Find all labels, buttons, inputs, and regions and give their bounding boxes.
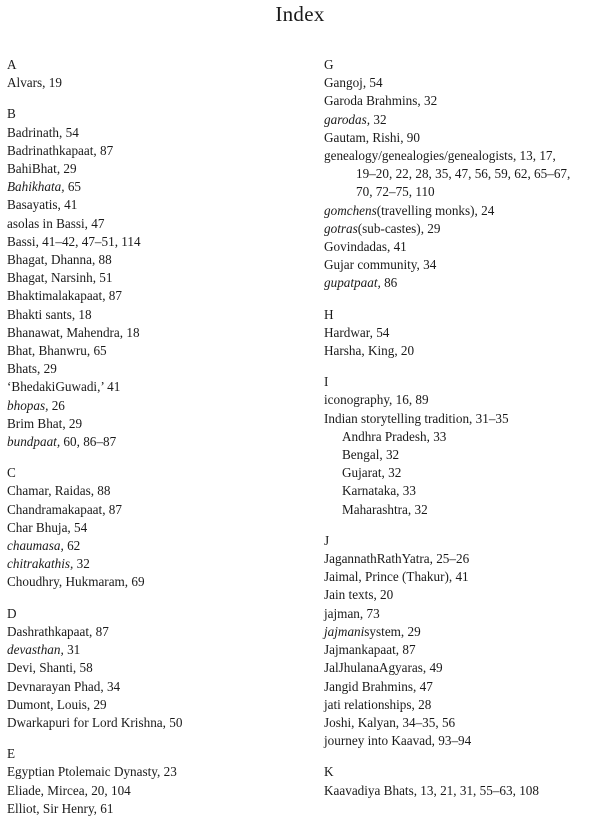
index-entry: Badrinath, 54 (7, 124, 79, 140)
index-entry: asolas in Bassi, 47 (7, 215, 105, 231)
section-spacer (324, 750, 596, 763)
index-pages: 32 (370, 111, 387, 127)
index-term-italic: gotras (324, 220, 358, 236)
index-entry: Chamar, Raidas, 88 (7, 483, 111, 499)
section-letter: G (324, 57, 334, 72)
index-subentry: Maharashtra, 32 (342, 501, 428, 517)
index-entry: Devnarayan Phad, 34 (7, 678, 121, 694)
index-entry: JalJhulanaAgyaras, 49 (324, 660, 443, 676)
index-term-italic: garodas, (324, 111, 371, 127)
index-entry: JagannathRathYatra, 25–26 (324, 551, 470, 567)
index-entry (324, 274, 596, 292)
index-entry: Govindadas, 41 (324, 239, 407, 255)
section-spacer (324, 293, 596, 306)
index-entry (324, 220, 596, 238)
index-entry: Elliot, Sir Henry, 61 (7, 800, 114, 816)
index-entry (7, 397, 292, 415)
index-subentry: Bengal, 32 (342, 447, 400, 463)
index-entry: Badrinathkapaat, 87 (7, 142, 114, 158)
index-entry: Bhagat, Narsinh, 51 (7, 270, 113, 286)
index-entry (324, 623, 596, 641)
index-left-column (7, 56, 292, 818)
index-entry (7, 433, 292, 451)
index-entry (7, 641, 292, 659)
index-entry: Dashrathkapaat, 87 (7, 623, 109, 639)
index-entry: genealogy/genealogies/genealogists, 13, 17, (324, 148, 556, 164)
section-spacer (324, 519, 596, 532)
index-pages: 60, 86–87 (60, 434, 117, 450)
index-entry: Hardwar, 54 (324, 324, 390, 340)
index-entry: Indian storytelling tradition, 31–35 (324, 410, 509, 426)
index-entry (7, 555, 292, 573)
section-letter: D (7, 605, 17, 621)
section-letter: H (324, 306, 334, 322)
index-entry: Eliade, Mircea, 20, 104 (7, 782, 131, 798)
index-pages: (sub-castes), 29 (357, 220, 441, 236)
index-entry: Dumont, Louis, 29 (7, 696, 107, 712)
index-entry: Bhagat, Dhanna, 88 (7, 252, 112, 268)
section-letter: A (7, 57, 17, 72)
index-pages: 62 (63, 538, 81, 554)
index-entry: journey into Kaavad, 93–94 (324, 733, 472, 749)
index-entry: Joshi, Kalyan, 34–35, 56 (324, 714, 456, 730)
index-entry: Basayatis, 41 (7, 197, 78, 213)
index-entry: Bhanawat, Mahendra, 18 (7, 324, 140, 340)
index-entry: iconography, 16, 89 (324, 392, 429, 408)
index-pages: 65 (64, 179, 81, 195)
index-subentry: Karnataka, 33 (342, 483, 416, 499)
index-entry-continuation: 70, 72–75, 110 (356, 184, 435, 200)
section-letter: J (324, 532, 330, 548)
index-entry: Bassi, 41–42, 47–51, 114 (7, 233, 141, 249)
index-entry: jajman, 73 (324, 605, 380, 621)
index-entry (7, 178, 292, 196)
index-entry: Jangid Brahmins, 47 (324, 678, 433, 694)
index-entry: Brim Bhat, 29 (7, 415, 83, 431)
index-term-italic: jajmani (324, 623, 365, 639)
section-letter: K (324, 764, 334, 780)
index-entry (324, 111, 596, 129)
index-entry: Gautam, Rishi, 90 (324, 129, 420, 145)
index-term-italic: bhopas, (7, 397, 49, 413)
index-entry: Dwarkapuri for Lord Krishna, 50 (7, 714, 183, 730)
index-entry: Chandramakapaat, 87 (7, 501, 122, 517)
section-spacer (7, 592, 292, 605)
index-entry: Gujar community, 34 (324, 257, 437, 273)
index-right-column (324, 56, 596, 800)
section-letter: C (7, 465, 16, 481)
index-entry (324, 202, 596, 220)
index-entry: ‘BhedakiGuwadi,’ 41 (7, 379, 121, 395)
index-pages: 26 (48, 397, 65, 413)
index-term-italic: chitrakathis, (7, 556, 74, 572)
index-entry: Jajmankapaat, 87 (324, 642, 416, 658)
index-entry: Harsha, King, 20 (324, 343, 415, 359)
index-term-italic: gomchens (324, 202, 377, 218)
page-title: Index (275, 2, 325, 26)
index-pages: system, 29 (364, 623, 421, 639)
index-pages: 32 (73, 556, 90, 572)
index-entry: Bhakti sants, 18 (7, 306, 92, 322)
index-entry: Egyptian Ptolemaic Dynasty, 23 (7, 764, 177, 780)
index-entry: Gangoj, 54 (324, 75, 383, 91)
section-letter: B (7, 106, 16, 122)
index-entry: jati relationships, 28 (324, 696, 432, 712)
index-entry: Choudhry, Hukmaram, 69 (7, 574, 145, 590)
index-entry: Char Bhuja, 54 (7, 519, 88, 535)
index-entry: BahiBhat, 29 (7, 161, 77, 177)
index-term-italic: devasthan, (7, 642, 64, 658)
index-entry (7, 537, 292, 555)
section-spacer (324, 360, 596, 373)
index-entry: Bhats, 29 (7, 361, 57, 377)
section-letter: E (7, 746, 16, 762)
index-entry-continuation: 19–20, 22, 28, 35, 47, 56, 59, 62, 65–67, (356, 166, 571, 182)
index-entry: Bhaktimalakapaat, 87 (7, 288, 122, 304)
section-letter: I (324, 374, 329, 390)
index-subentry: Andhra Pradesh, 33 (342, 428, 447, 444)
index-entry: Bhat, Bhanwru, 65 (7, 343, 107, 359)
index-pages: (travelling monks), 24 (376, 202, 495, 218)
index-term-italic: chaumasa, (7, 538, 64, 554)
index-pages: 86 (380, 275, 398, 291)
index-subentry: Gujarat, 32 (342, 465, 402, 481)
section-spacer (7, 732, 292, 745)
index-entry: Garoda Brahmins, 32 (324, 93, 438, 109)
section-spacer (7, 451, 292, 464)
index-pages: 31 (63, 642, 81, 658)
index-entry: Kaavadiya Bhats, 13, 21, 31, 55–63, 108 (324, 782, 539, 798)
index-term-italic: bundpaat, (7, 434, 61, 450)
index-entry: Alvars, 19 (7, 75, 62, 91)
index-entry: Jaimal, Prince (Thakur), 41 (324, 569, 469, 585)
index-term-italic: gupatpaat, (324, 275, 381, 291)
index-entry: Jain texts, 20 (324, 587, 394, 603)
index-term-italic: Bahikhata, (7, 179, 65, 195)
section-spacer (7, 92, 292, 105)
index-entry: Devi, Shanti, 58 (7, 660, 93, 676)
